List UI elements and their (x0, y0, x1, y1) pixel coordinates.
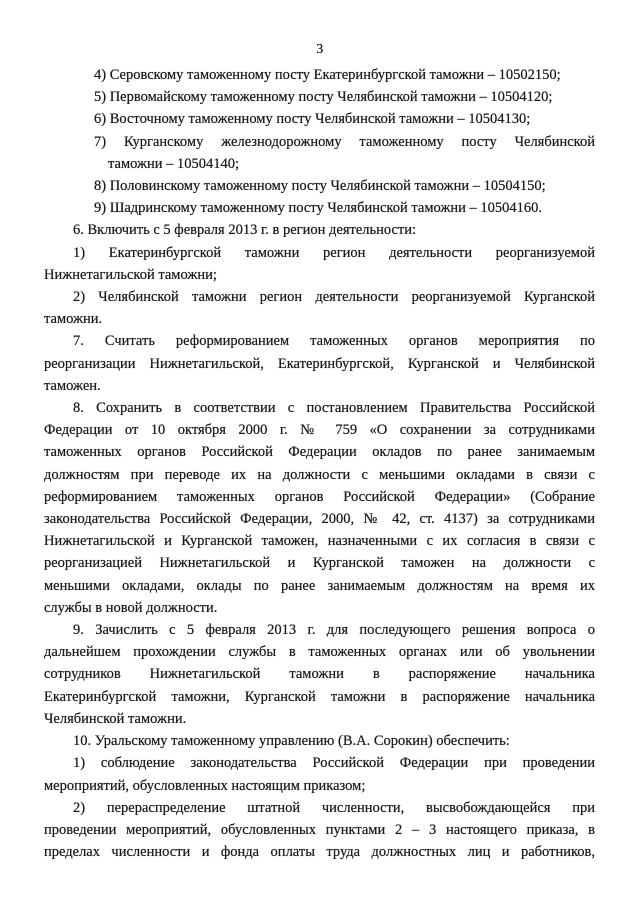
document-line: дальнейшем прохождении службы в таможенных органах или об увольнении (44, 644, 595, 661)
document-line: 6) Восточному таможенному посту Челябинской таможни – 10504130; (94, 111, 531, 128)
document-line: Челябинской таможни. (44, 710, 187, 727)
document-line: таможни. (44, 311, 103, 328)
document-line: реорганизации Нижнетагильской, Екатеринбургской, Курганской и Челябинской (44, 355, 595, 372)
document-line: 8) Половинскому таможенному посту Челябинской таможни – 10504150; (94, 178, 546, 195)
document-line: службы в новой должности. (44, 599, 218, 616)
document-line: должностям при переводе их на должности с меньшими окладами в связи с (44, 466, 595, 483)
document-line: 4) Серовскому таможенному посту Екатеринбургской таможни – 10502150; (94, 67, 561, 83)
document-line: проведении мероприятий, обусловленных пунктами 2 – 3 настоящего приказа, в (44, 821, 595, 838)
document-line: Екатеринбургской таможни, Курганской таможни в распоряжение начальника (44, 688, 595, 705)
document-line: меньшими окладами, оклады по ранее занимаемым должностям на время их (44, 577, 595, 594)
document-line: 9) Шадринскому таможенному посту Челябинской таможни – 10504160. (94, 200, 543, 217)
document-line: 2) перераспределение штатной численности, высвобождающейся при (73, 799, 595, 816)
document-line: 6. Включить с 5 февраля 2013 г. в регион деятельности: (73, 222, 417, 239)
document-line: реорганизацией Нижнетагильской и Курганской таможен на должности с (44, 555, 595, 572)
document-line: 1) Екатеринбургской таможни регион деятельности реорганизуемой (73, 244, 595, 261)
document-line: 10. Уральскому таможенному управлению (В.А. Сорокин) обеспечить: (73, 733, 510, 750)
document-line: 7) Курганскому железнодорожному таможенному посту Челябинской (94, 133, 595, 150)
document-line: 7. Считать реформированием таможенных органов мероприятия по (73, 333, 595, 350)
document-line: Нижнетагильской таможни; (44, 266, 217, 283)
document-line: мероприятий, обусловленных настоящим приказом; (44, 777, 366, 794)
document-line: 1) соблюдение законодательства Российской Федерации при проведении (73, 755, 595, 772)
document-line: таможенных органов Российской Федерации окладов по ранее занимаемым (44, 444, 595, 461)
document-line: пределах численности и фонда оплаты труда должностных лиц и работников, (44, 844, 595, 861)
page-number: 3 (316, 42, 324, 57)
document-line: Федерации от 10 октября 2000 г. № 759 «О сохранении за сотрудниками (44, 422, 595, 439)
document-line: сотрудников Нижнетагильской таможни в распоряжение начальника (44, 666, 595, 683)
document-line: 2) Челябинской таможни регион деятельности реорганизуемой Курганской (73, 289, 595, 306)
document-line: 8. Сохранить в соответствии с постановлением Правительства Российской (73, 400, 595, 417)
document-line: Нижнетагильской и Курганской таможен, назначенными с их согласия в связи с (44, 533, 595, 550)
document-line: 9. Зачислить с 5 февраля 2013 г. для последующего решения вопроса о (73, 622, 595, 639)
document-line: таможен. (44, 377, 101, 394)
document-line: реформированием таможенных органов Российской Федерации» (Собрание (44, 488, 595, 505)
document-line: таможни – 10504140; (108, 155, 240, 172)
document-text-block (44, 64, 595, 863)
document-line: 5) Первомайскому таможенному посту Челябинской таможни – 10504120; (94, 89, 553, 106)
document-line: законодательства Российской Федерации, 2000, № 42, ст. 4137) за сотрудниками (44, 511, 595, 528)
